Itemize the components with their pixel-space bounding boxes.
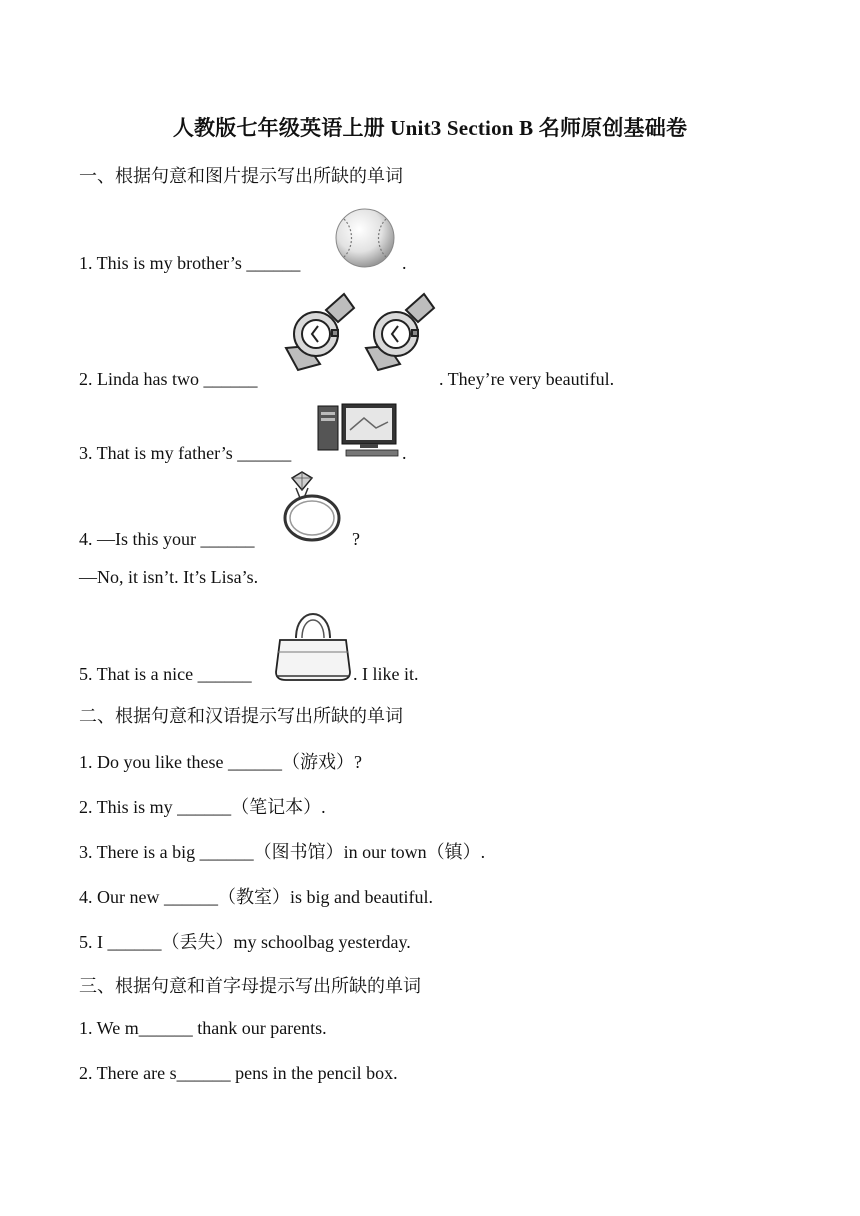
- s1-q4-answer: —No, it isn’t. It’s Lisa’s.: [79, 567, 259, 587]
- handbag-icon: [272, 600, 354, 684]
- worksheet-title: 人教版七年级英语上册 Unit3 Section B 名师原创基础卷: [172, 116, 688, 140]
- s2-q1: 1. Do you like these ______（游戏）?: [79, 752, 362, 772]
- s1-q2-after: . They’re very beautiful.: [439, 369, 615, 389]
- s2-q4: 4. Our new ______（教室）is big and beautiful.: [79, 887, 433, 907]
- s3-q1: 1. We m______ thank our parents.: [79, 1018, 327, 1038]
- section-3-heading: 三、根据句意和首字母提示写出所缺的单词: [79, 976, 421, 996]
- section-2-heading: 二、根据句意和汉语提示写出所缺的单词: [79, 706, 403, 726]
- two-watches-icon: [278, 290, 438, 386]
- s2-q5: 5. I ______（丢失）my schoolbag yesterday.: [79, 932, 411, 952]
- s1-q5-before: 5. That is a nice ______: [79, 664, 252, 684]
- s1-q2-before: 2. Linda has two ______: [79, 369, 258, 389]
- s1-q1-before: 1. This is my brother’s ______: [79, 253, 301, 273]
- s1-q4-before: 4. —Is this your ______: [79, 529, 255, 549]
- computer-icon: [316, 400, 402, 458]
- s1-q4-after: ?: [352, 529, 360, 549]
- s1-q1-after: .: [402, 253, 407, 273]
- section-1-heading: 一、根据句意和图片提示写出所缺的单词: [79, 166, 403, 186]
- baseball-icon: [330, 205, 400, 271]
- s3-q2: 2. There are s______ pens in the pencil box.: [79, 1063, 398, 1083]
- s1-q3-after: .: [402, 443, 407, 463]
- ring-icon: [276, 470, 350, 546]
- s1-q5-after: . I like it.: [353, 664, 419, 684]
- s2-q3: 3. There is a big ______（图书馆）in our town（镇）.: [79, 842, 486, 862]
- s1-q3-before: 3. That is my father’s ______: [79, 443, 292, 463]
- s2-q2: 2. This is my ______（笔记本）.: [79, 797, 326, 817]
